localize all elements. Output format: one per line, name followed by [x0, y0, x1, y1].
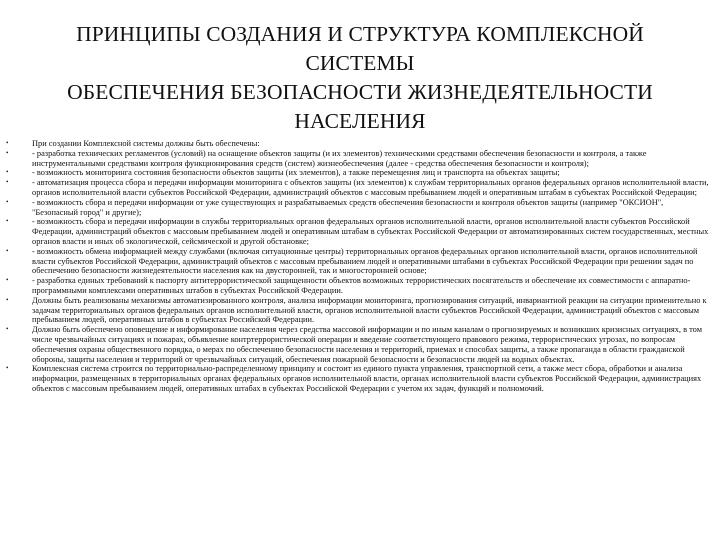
bullet-icon: •	[6, 325, 9, 334]
list-item	[4, 276, 710, 296]
bullet-icon: •	[6, 148, 9, 157]
list-item	[4, 139, 710, 149]
bullet-icon: •	[6, 168, 9, 177]
list-item-text: - разработка технических регламентов (условий) на оснащение объектов защиты (и их элементов) техническими средствами обеспечения безопасности и контроля, а также инструментальными средствами контроля функционирования средств (систем) жизнеобеспечения (далее - средства обеспечения безопасности и контроля);	[32, 148, 647, 168]
bullet-icon: •	[6, 217, 9, 226]
list-item-text: - возможность сбора и передачи информации от уже существующих и разрабатываемых средств обеспечения безопасности и контроля объектов защиты (например "ОКСИОН", "Безопасный город" и другие);	[32, 197, 664, 217]
bullet-icon: •	[6, 178, 9, 187]
bullet-icon: •	[6, 197, 9, 206]
bullet-icon: •	[6, 364, 9, 373]
list-item	[4, 217, 710, 246]
bullet-list	[4, 139, 710, 394]
bullet-icon: •	[6, 139, 9, 147]
list-item	[4, 149, 710, 169]
title-line: НАСЕЛЕНИЯ	[294, 109, 426, 134]
list-item	[4, 296, 710, 325]
list-item	[4, 364, 710, 393]
list-item-text: Должны быть реализованы механизмы автоматизированного контроля, анализа информации мониторинга, прогнозирования ситуаций, инвариантной реакции на ситуации применительно к задачам территориальных органов федеральных органов исполнительной власти, органов исполнительной власти субъектов Российской Федерации, администраций объектов с массовым пребыванием людей, оперативных штабов в субъектах Российской Федерации.	[32, 295, 707, 325]
list-item	[4, 178, 710, 198]
list-item-text: - возможность сбора и передачи информации в службы территориальных органов федеральных органов исполнительной власти, органов исполнительной власти субъектов Российской Федерации, администраций объектов с массовым пребыванием людей и оперативным штабам в субъектах Российской Федерации от автоматизированных систем государственных, местных органов власти и иных об экологической, сейсмической и другой обстановке;	[32, 217, 709, 246]
list-item-text: При создании Комплексной системы должны быть обеспечены:	[32, 139, 260, 148]
list-item	[4, 198, 710, 218]
title-line: СИСТЕМЫ	[305, 51, 415, 76]
list-item-text: - возможность мониторинга состояния безопасности объектов защиты (их элементов), а также перемещения лиц и транспорта на объектах защиты;	[32, 168, 560, 178]
bullet-icon: •	[6, 276, 9, 285]
list-item-text: Должно быть обеспечено оповещение и информирование населения через средства массовой информации и по иным каналам о прогнозируемых и возникших кризисных ситуациях, в том числе чрезвычайных ситуациях и пожарах, объявление контртеррористической операции и введение соответствующего правового режима, террористических угрозах, по вопросам обеспечения охраны общественного порядка, о мерах по обеспечению безопасности населения и территорий, приемах и способах защиты, а также пропаганда в области гражданской обороны, защиты населения и территорий от чрезвычайных ситуаций, обеспечения пожарной безопасности и безопасности людей на водных объектах.	[32, 325, 703, 364]
page-title	[20, 20, 700, 136]
list-item-text: Комплексная система строится по территориально-распределенному принципу и состоит из единого пункта управления, транспортной сети, а также мест сбора, обработки и анализа информации, размещенных в территориальных органах федеральных органов исполнительной власти, органах исполнительной власти субъектов Российской Федерации, администрациях объектов с массовым пребыванием людей, оперативных штабах в субъектах Российской Федерации с учетом их задач, функций и полномочий.	[32, 364, 702, 393]
bullet-icon: •	[6, 246, 9, 255]
title-line: ОБЕСПЕЧЕНИЯ БЕЗОПАСНОСТИ ЖИЗНЕДЕЯТЕЛЬНОСТИ	[67, 80, 653, 105]
list-item-text: - автоматизация процесса сбора и передачи информации мониторинга с объектов защиты (их элементов) к службам территориальных органов федеральных органов исполнительной власти, органов исполнительной власти субъектов Российской Федерации, администраций объектов с массовым пребыванием людей и оперативным штабам в субъектах Российской Федерации;	[32, 178, 709, 197]
list-item-text: - возможность обмена информацией между службами (включая ситуационные центры) территориальных органов федеральных органов исполнительной власти, органов исполнительной власти субъектов Российской Федерации, администраций объектов с массовым пребыванием людей и оперативными штабами в субъектах Российской Федерации при решении задач по обеспечению безопасности жизнедеятельности населения как на двусторонней, так и многосторонней основе;	[32, 246, 698, 276]
list-item	[4, 168, 710, 178]
bullet-icon: •	[6, 295, 9, 304]
title-line: ПРИНЦИПЫ СОЗДАНИЯ И СТРУКТУРА КОМПЛЕКСНОЙ	[76, 22, 644, 47]
list-item-text: - разработка единых требований к паспорту антитеррористической защищенности объектов возможных террористических посягательств и обеспечение их совместимости с аппаратно-программными комплексами оперативных штабов в субъектах Российской Федерации.	[32, 276, 691, 295]
list-item	[4, 325, 710, 364]
list-item	[4, 247, 710, 276]
